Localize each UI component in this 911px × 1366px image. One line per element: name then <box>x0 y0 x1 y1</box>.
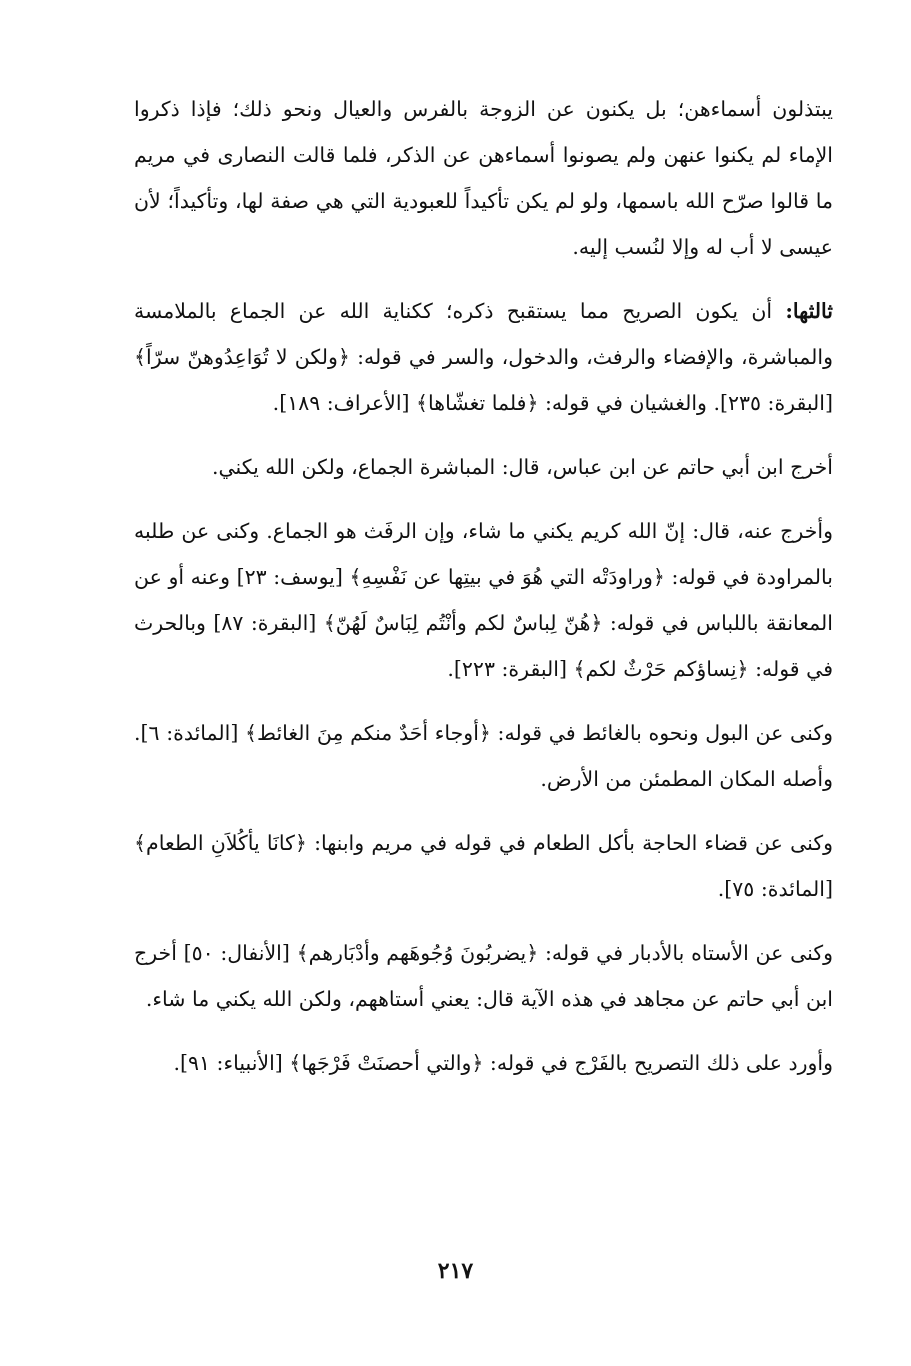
paragraph-8 <box>134 1040 833 1086</box>
paragraph-label: ثالثها: <box>785 299 833 323</box>
paragraph-text: وأورد على ذلك التصريح بالفَرْج في قوله: ﴿والتي أحصنَتْ فَرْجَها﴾ [الأنبياء: ٩١]. <box>173 1051 833 1075</box>
page-number: ٢١٧ <box>437 1258 474 1284</box>
paragraph-text: وكنى عن البول ونحوه بالغائط في قوله: ﴿أوجاء أحَدٌ منكم مِنَ الغائط﴾ [المائدة: ٦]. وأصله المكان المطمئن من الأرض. <box>134 721 833 791</box>
paragraph-text: وأخرج عنه، قال: إنّ الله كريم يكني ما شاء، وإن الرفَث هو الجماع. وكنى عن طلبه بالمراودة في قوله: ﴿وراودَتْه التي هُوَ في بيتِها عن نَفْسِهِ﴾ [يوسف: ٢٣] وعنه أو عن المعانقة باللباس في قوله: ﴿هُنّ لِباسٌ لكم وأنْتُم لِبَاسٌ لَهُنّ﴾ [البقرة: ٨٧] وبالحرث في قوله: ﴿نِساؤكم حَرْثٌ لكم﴾ [البقرة: ٢٢٣]. <box>134 519 834 681</box>
page-body <box>134 86 833 1104</box>
paragraph-4 <box>134 508 833 692</box>
paragraph-5 <box>134 710 833 802</box>
paragraph-text: أن يكون الصريح مما يستقبح ذكره؛ ككناية الله عن الجماع بالملامسة والمباشرة، والإفضاء والرفث، والدخول، والسر في قوله: ﴿ولكن لا تُوَاعِدُوهنّ سرّاً﴾ [البقرة: ٢٣٥]. والغشيان في قوله: ﴿فلما تغشّاها﴾ [الأعراف: ١٨٩]. <box>134 299 833 415</box>
paragraph-text: أخرج ابن أبي حاتم عن ابن عباس، قال: المباشرة الجماع، ولكن الله يكني. <box>211 455 833 479</box>
paragraph-text: يبتذلون أسماءهن؛ بل يكنون عن الزوجة بالفرس والعيال ونحو ذلك؛ فإذا ذكروا الإماء لم يكنوا عنهن ولم يصونوا أسماءهن عن الذكر، فلما قالت النصارى في مريم ما قالوا صرّح الله باسمها، ولو لم يكن تأكيداً للعبودية التي هي صفة لها، وتأكيداً؛ لأن عيسى لا أب له وإلا لنُسب إليه. <box>134 97 833 259</box>
paragraph-7 <box>134 930 833 1022</box>
paragraph-1 <box>134 86 833 270</box>
paragraph-text: وكنى عن الأستاه بالأدبار في قوله: ﴿يضربُونَ وُجُوهَهم وأدْبَارهم﴾ [الأنفال: ٥٠] أخرج ابن أبي حاتم عن مجاهد في هذه الآية قال: يعني أستاههم، ولكن الله يكني ما شاء. <box>134 941 833 1011</box>
paragraph-text: وكنى عن قضاء الحاجة بأكل الطعام في قوله في مريم وابنها: ﴿كانَا يأكُلاَنِ الطعام﴾ [المائدة: ٧٥]. <box>134 831 833 901</box>
paragraph-6 <box>134 820 833 912</box>
paragraph-3 <box>134 444 833 490</box>
paragraph-2 <box>134 288 833 426</box>
